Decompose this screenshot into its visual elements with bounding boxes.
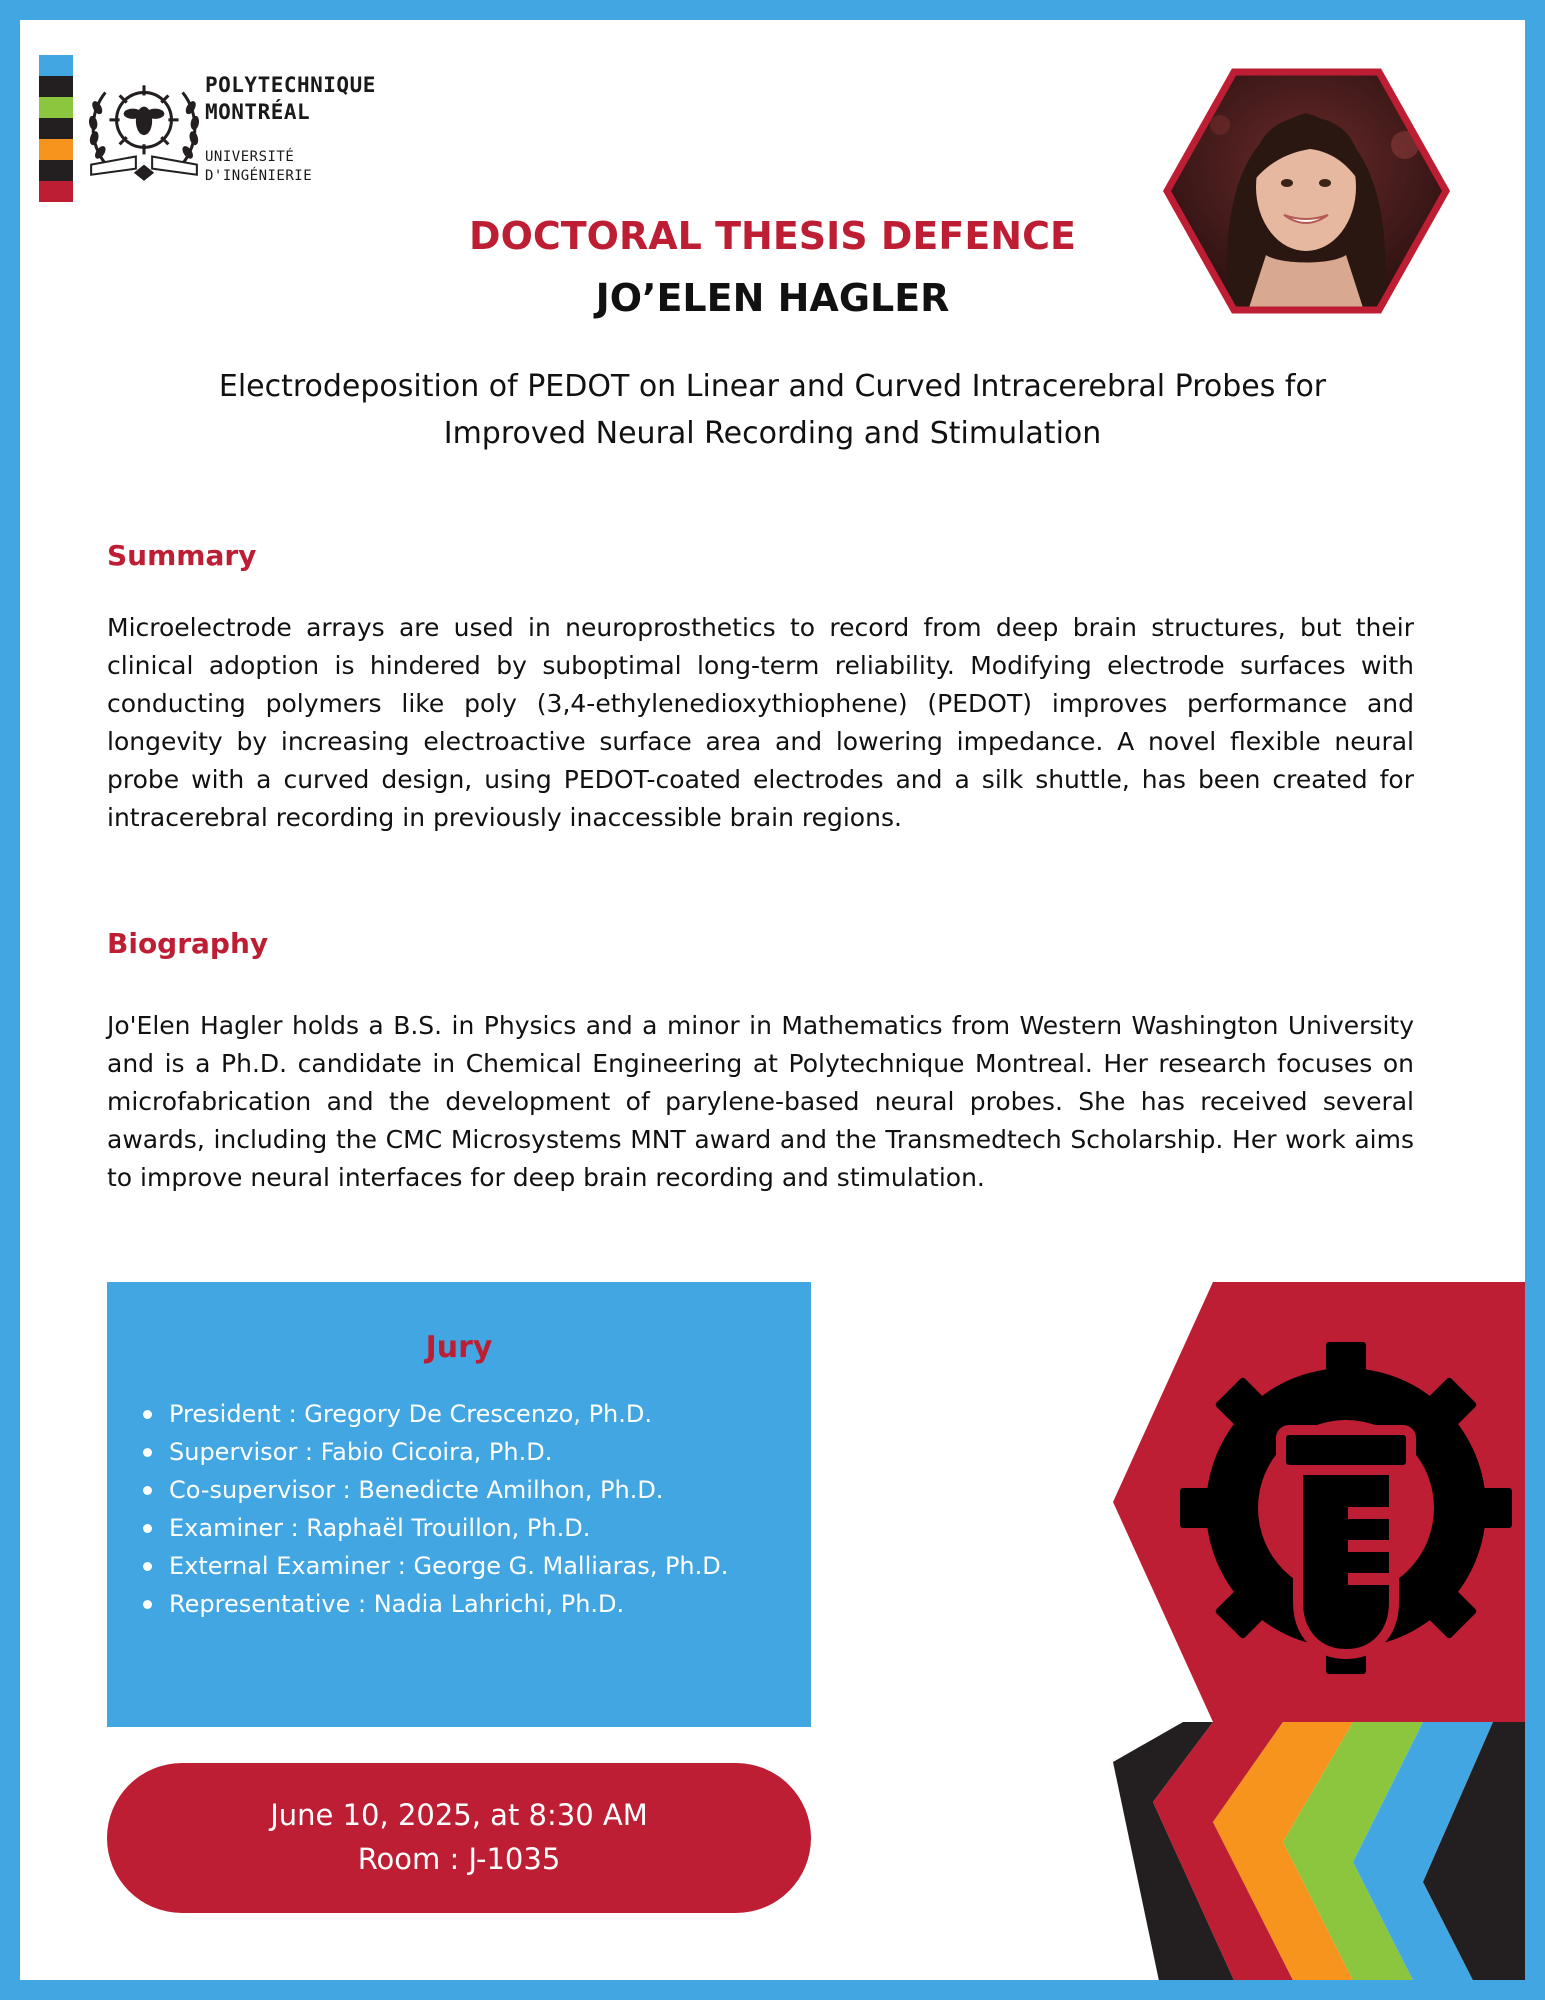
jury-member: President : Gregory De Crescenzo, Ph.D. <box>139 1395 728 1433</box>
university-name <box>205 72 376 126</box>
event-datetime: June 10, 2025, at 8:30 AM <box>270 1798 648 1832</box>
biography-body: Jo'Elen Hagler holds a B.S. in Physics and a minor in Mathematics from Western Washington University and is a Ph.D. candidate in Chemical Engineering at Polytechnique Montreal. Her research focuses on microfabrication and the development of parylene-based neural probes. She has received several awards, including the CMC Microsystems MNT award and the Transmedtech Scholarship. Her work aims to improve neural interfaces for deep brain recording and stimulation. <box>107 1011 1414 1192</box>
university-name-line1: POLYTECHNIQUE <box>205 73 376 97</box>
stripe-segment <box>39 139 73 160</box>
stripe-segment <box>39 118 73 139</box>
decorative-graphics <box>1113 1282 1545 2000</box>
university-crest-icon <box>83 67 205 189</box>
stripe-segment <box>39 181 73 202</box>
event-type-heading: DOCTORAL THESIS DEFENCE <box>469 214 1076 258</box>
university-subtitle <box>205 148 312 186</box>
stripe-segment <box>39 97 73 118</box>
university-subtitle-line2: D'INGÉNIERIE <box>205 168 313 184</box>
summary-heading: Summary <box>107 539 257 572</box>
logo-color-stripe <box>39 55 73 202</box>
event-datetime-pill <box>107 1763 811 1913</box>
jury-member: Representative : Nadia Lahrichi, Ph.D. <box>139 1585 728 1623</box>
thesis-title <box>150 363 1395 457</box>
thesis-title-line1: Electrodeposition of PEDOT on Linear and Curved Intracerebral Probes for <box>218 369 1327 404</box>
stripe-segment <box>39 76 73 97</box>
gear-test-tube-icon <box>1180 1342 1512 1674</box>
stripe-segment <box>39 55 73 76</box>
summary-body: Microelectrode arrays are used in neuroprosthetics to record from deep brain structures, but their clinical adoption is hindered by suboptimal long-term reliability. Modifying electrode surfaces with conducting polymers like poly (3,4-ethylenedioxythiophene) (PEDOT) improves performance and longevity by increasing electroactive surface area and lowering impedance. A novel flexible neural probe with a curved design, using PEDOT-coated electrodes and a silk shuttle, has been created for intracerebral recording in previously inaccessible brain regions. <box>107 613 1414 832</box>
jury-member: Examiner : Raphaël Trouillon, Ph.D. <box>139 1509 728 1547</box>
stripe-segment <box>39 160 73 181</box>
jury-member: Supervisor : Fabio Cicoira, Ph.D. <box>139 1433 728 1471</box>
university-subtitle-line1: UNIVERSITÉ <box>205 149 295 165</box>
event-room: Room : J-1035 <box>357 1842 561 1876</box>
jury-member: Co-supervisor : Benedicte Amilhon, Ph.D. <box>139 1471 728 1509</box>
jury-heading: Jury <box>425 1330 493 1365</box>
candidate-name: JO’ELEN HAGLER <box>595 276 950 320</box>
jury-member: External Examiner : George G. Malliaras, Ph.D. <box>139 1547 728 1585</box>
jury-list <box>139 1395 728 1623</box>
jury-panel <box>107 1282 811 1727</box>
chevron-stripes <box>1113 1722 1545 2000</box>
thesis-title-line2: Improved Neural Recording and Stimulation <box>443 416 1102 451</box>
biography-heading: Biography <box>107 927 269 960</box>
university-name-line2: MONTRÉAL <box>205 100 311 124</box>
